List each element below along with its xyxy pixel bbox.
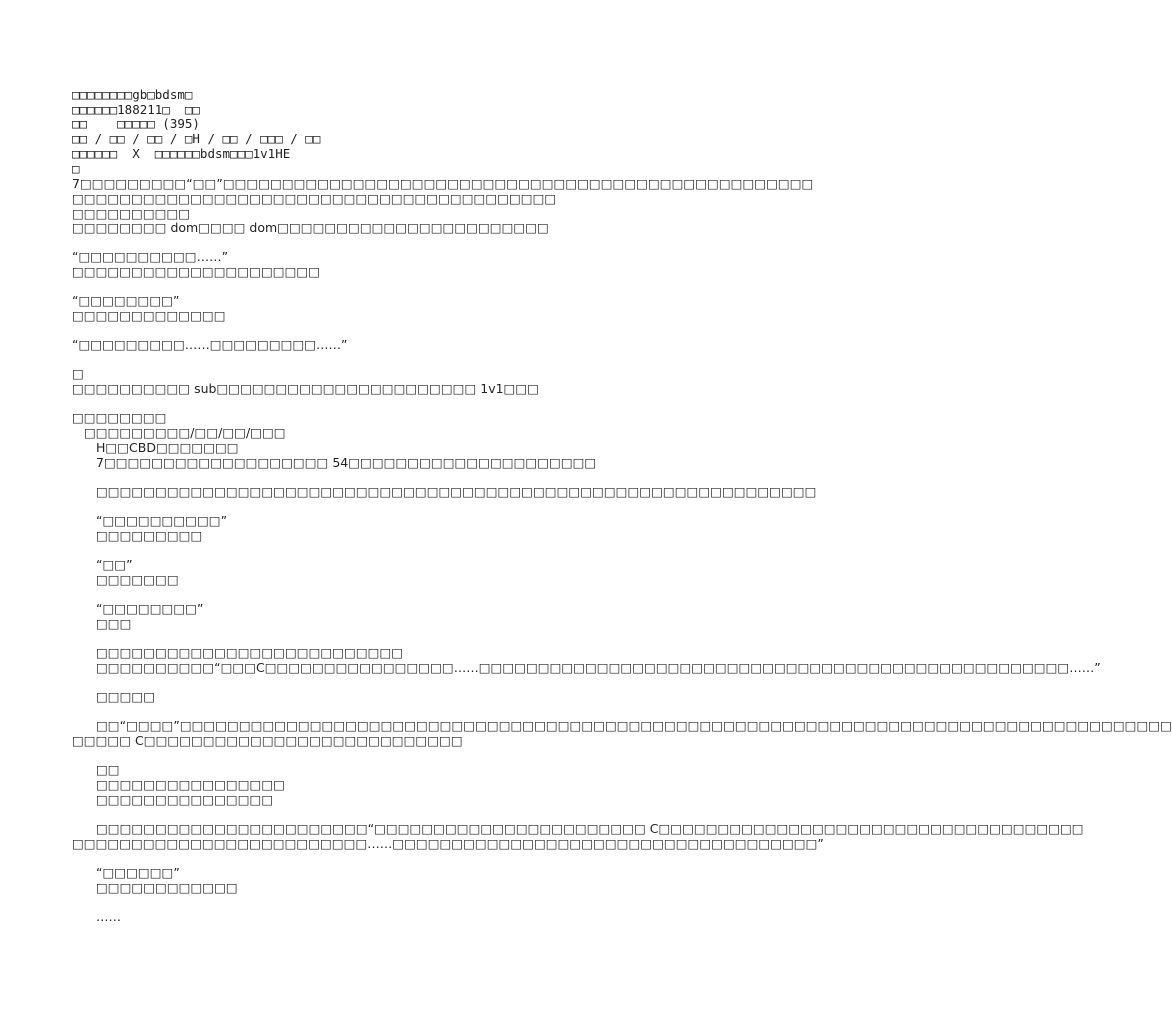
body-line: □□□□□ [96, 689, 156, 704]
body-line: □□□□□□□ [96, 572, 179, 587]
intro-line: □□□□□□□□□□□□□□□□□□□□□ [72, 264, 321, 279]
body-line: □□□□□□□□□□□□□□□□□□□□□□□□□……□□□□□□□□□□□□□□□□□□□□□□□□□□□□□□□□□□□□” [72, 836, 824, 851]
story-meta-line: □□ □□□□□ (395) [72, 116, 200, 131]
body-line: □□□□□□□□□□□□ [96, 880, 238, 895]
body-line: “□□□□□□□□” [96, 601, 204, 616]
body-line: □□□□□□□□□□□□□□□□□□□□□□□□□□ [96, 645, 404, 660]
intro-line: “□□□□□□□□” [72, 293, 180, 308]
body-line: □□□□□□□□□□□□□□□ [96, 792, 274, 807]
body-line: □□□□□□□□□□□□□□□□ [96, 777, 285, 792]
intro-line: □□□□□□□□□□□□□□□□□□□□□□□□□□□□□□□□□□□□□□□□□ [72, 191, 557, 206]
intro-line: □□□□□□□□□□ sub□□□□□□□□□□□□□□□□□□□□□□ 1v1□□□ [72, 381, 539, 396]
pairing-line: □□□□□□ X □□□□□□bdsm□□□1v1HE [72, 146, 291, 161]
intro-line: □□□□□□□□□□□□□ [72, 308, 226, 323]
intro-line: “□□□□□□□□□……□□□□□□□□□……” [72, 337, 348, 352]
body-line: “□□□□□□” [96, 865, 180, 880]
body-line: □□□□□□□□□ [96, 528, 203, 543]
story-id-line: □□□□□□188211□ □□ [72, 102, 200, 117]
body-line: □□□ [96, 616, 132, 631]
body-line: □□□□□□□□□□□□□□□□□□□□□□□“□□□□□□□□□□□□□□□□□□□□□□□ C□□□□□□□□□□□□□□□□□□□□□□□□□□□□□□□□□□□□ [96, 821, 1084, 836]
body-line: □□“□□□□”□□□□□□□□□□□□□□□□□□□□□□□□□□□□□□□□□□□□□□□□□□□□□□□□□□□□□□□□□□□□□□□□□□□□□□□□□□□□□□□□□□□□ [96, 718, 1172, 733]
section-subheading: □□□□□□□□□/□□/□□/□□□ [84, 425, 286, 440]
body-line: “□□□□□□□□□□” [96, 513, 228, 528]
intro-line: 7□□□□□□□□□“□□”□□□□□□□□□□□□□□□□□□□□□□□□□□□□□□□□□□□□□□□□□□□□□□□□□□ [72, 176, 814, 191]
intro-line: □□□□□□□□ dom□□□□ dom□□□□□□□□□□□□□□□□□□□□□□□ [72, 220, 549, 235]
section-heading: □□□□□□□□ [72, 410, 167, 425]
intro-line: □ [72, 366, 84, 381]
breadcrumb: □□ / □□ / □□ / □H / □□ / □□□ / □□ [72, 131, 321, 146]
body-line: “□□” [96, 557, 133, 572]
intro-line: □□□□□□□□□□ [72, 206, 191, 221]
intro-line: “□□□□□□□□□□……” [72, 249, 229, 264]
story-title: □□□□□□□□gb□bdsm□ [72, 87, 193, 102]
body-line: □□□□□ C□□□□□□□□□□□□□□□□□□□□□□□□□□□ [72, 733, 463, 748]
header-mark: □ [72, 161, 80, 176]
body-line: □□ [96, 762, 120, 777]
body-line: □□□□□□□□□□“□□□C□□□□□□□□□□□□□□□□……□□□□□□□□□□□□□□□□□□□□□□□□□□□□□□□□□□□□□□□□□□□□□□□□□□……” [96, 660, 1101, 675]
body-line: □□□□□□□□□□□□□□□□□□□□□□□□□□□□□□□□□□□□□□□□□□□□□□□□□□□□□□□□□□□□□ [96, 484, 817, 499]
ellipsis-line: …… [96, 909, 121, 924]
count-line: 7□□□□□□□□□□□□□□□□□□□ 54□□□□□□□□□□□□□□□□□□□□□ [96, 455, 597, 470]
tag-line: H□□CBD□□□□□□□ [96, 440, 239, 455]
